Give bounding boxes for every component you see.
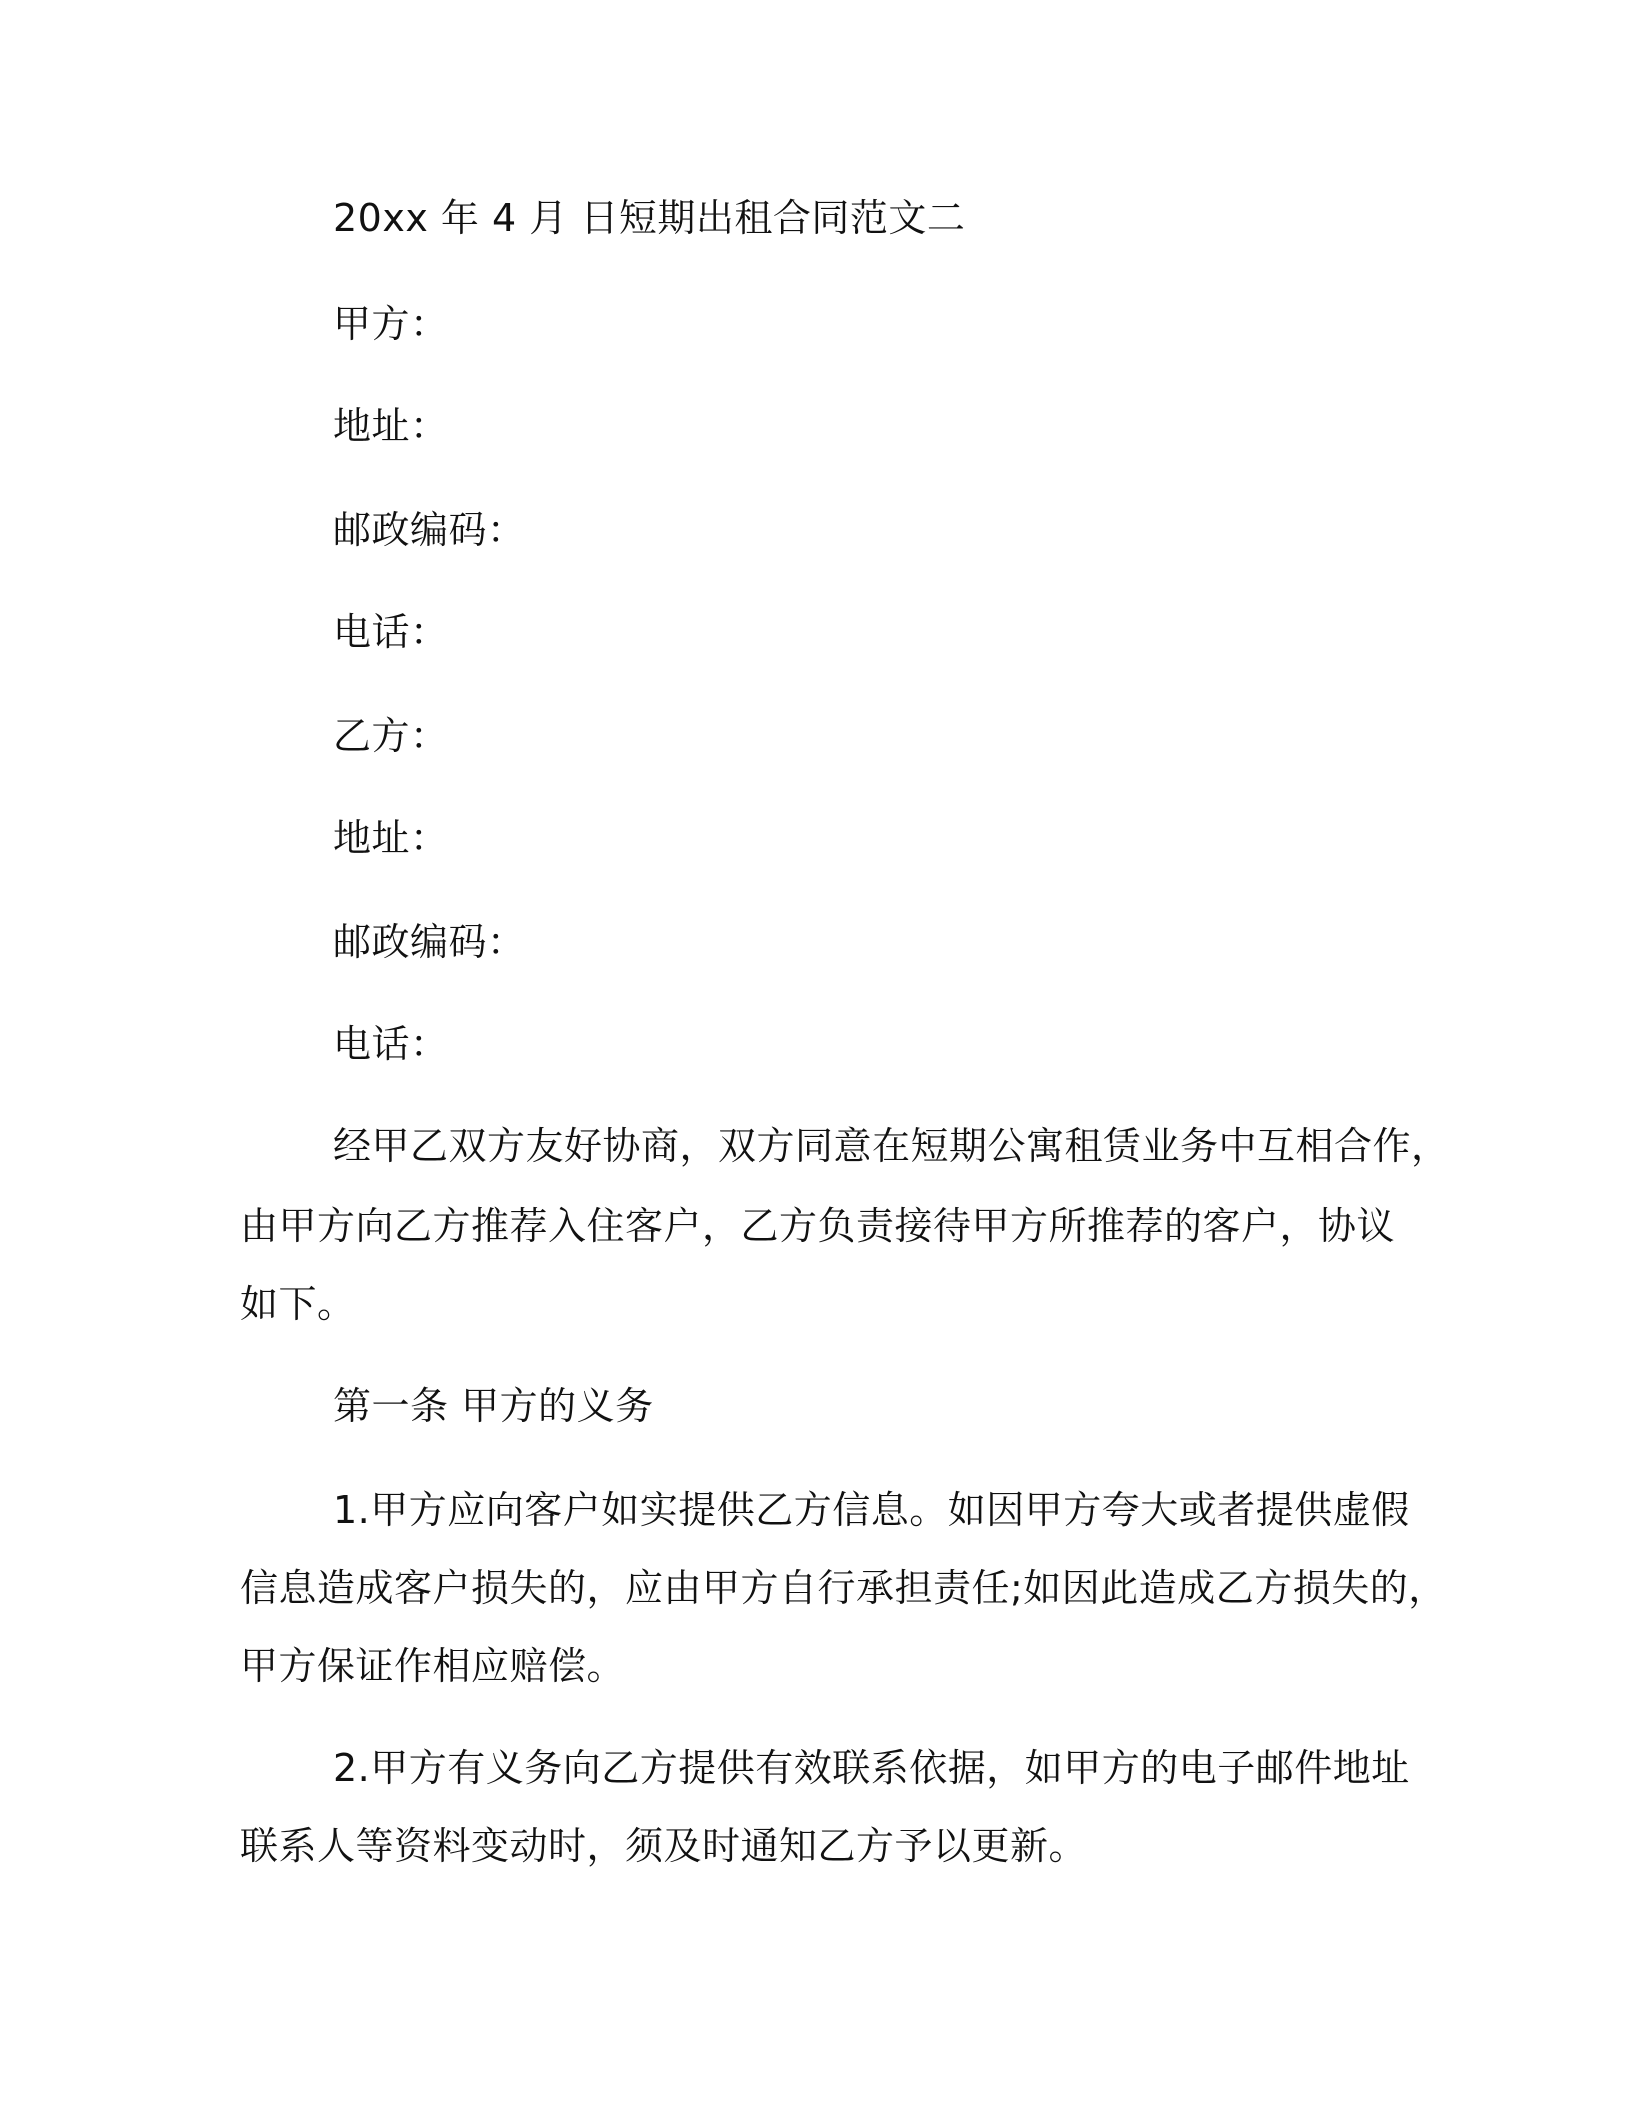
intro-line: 由甲方向乙方推荐入住客户，乙方负责接待甲方所推荐的客户，协议 (240, 1204, 1396, 1248)
party-a-phone-label: 电话： (333, 610, 449, 654)
clause-1-line: 甲方保证作相应赔偿。 (240, 1644, 626, 1688)
party-b-label: 乙方： (333, 714, 449, 758)
party-b-phone-label: 电话： (333, 1022, 449, 1066)
clause-2-line: 2.甲方有义务向乙方提供有效联系依据，如甲方的电子邮件地址 (333, 1746, 1410, 1790)
party-a-postcode-label: 邮政编码： (333, 508, 526, 552)
party-a-label: 甲方： (333, 302, 449, 346)
party-b-postcode-label: 邮政编码： (333, 920, 526, 964)
party-a-address-label: 地址： (333, 404, 449, 448)
clause-2-line: 联系人等资料变动时，须及时通知乙方予以更新。 (240, 1824, 1088, 1868)
clause-1-line: 1.甲方应向客户如实提供乙方信息。如因甲方夸大或者提供虚假 (333, 1488, 1410, 1532)
party-b-address-label: 地址： (333, 816, 449, 860)
intro-line: 经甲乙双方友好协商，双方同意在短期公寓租赁业务中互相合作， (333, 1124, 1450, 1168)
clause-1-line: 信息造成客户损失的，应由甲方自行承担责任;如因此造成乙方损失的， (240, 1566, 1447, 1610)
document-title: 20xx 年 4 月 日短期出租合同范文二 (333, 196, 966, 240)
intro-line: 如下。 (240, 1282, 356, 1326)
article-1-heading: 第一条 甲方的义务 (333, 1384, 654, 1428)
